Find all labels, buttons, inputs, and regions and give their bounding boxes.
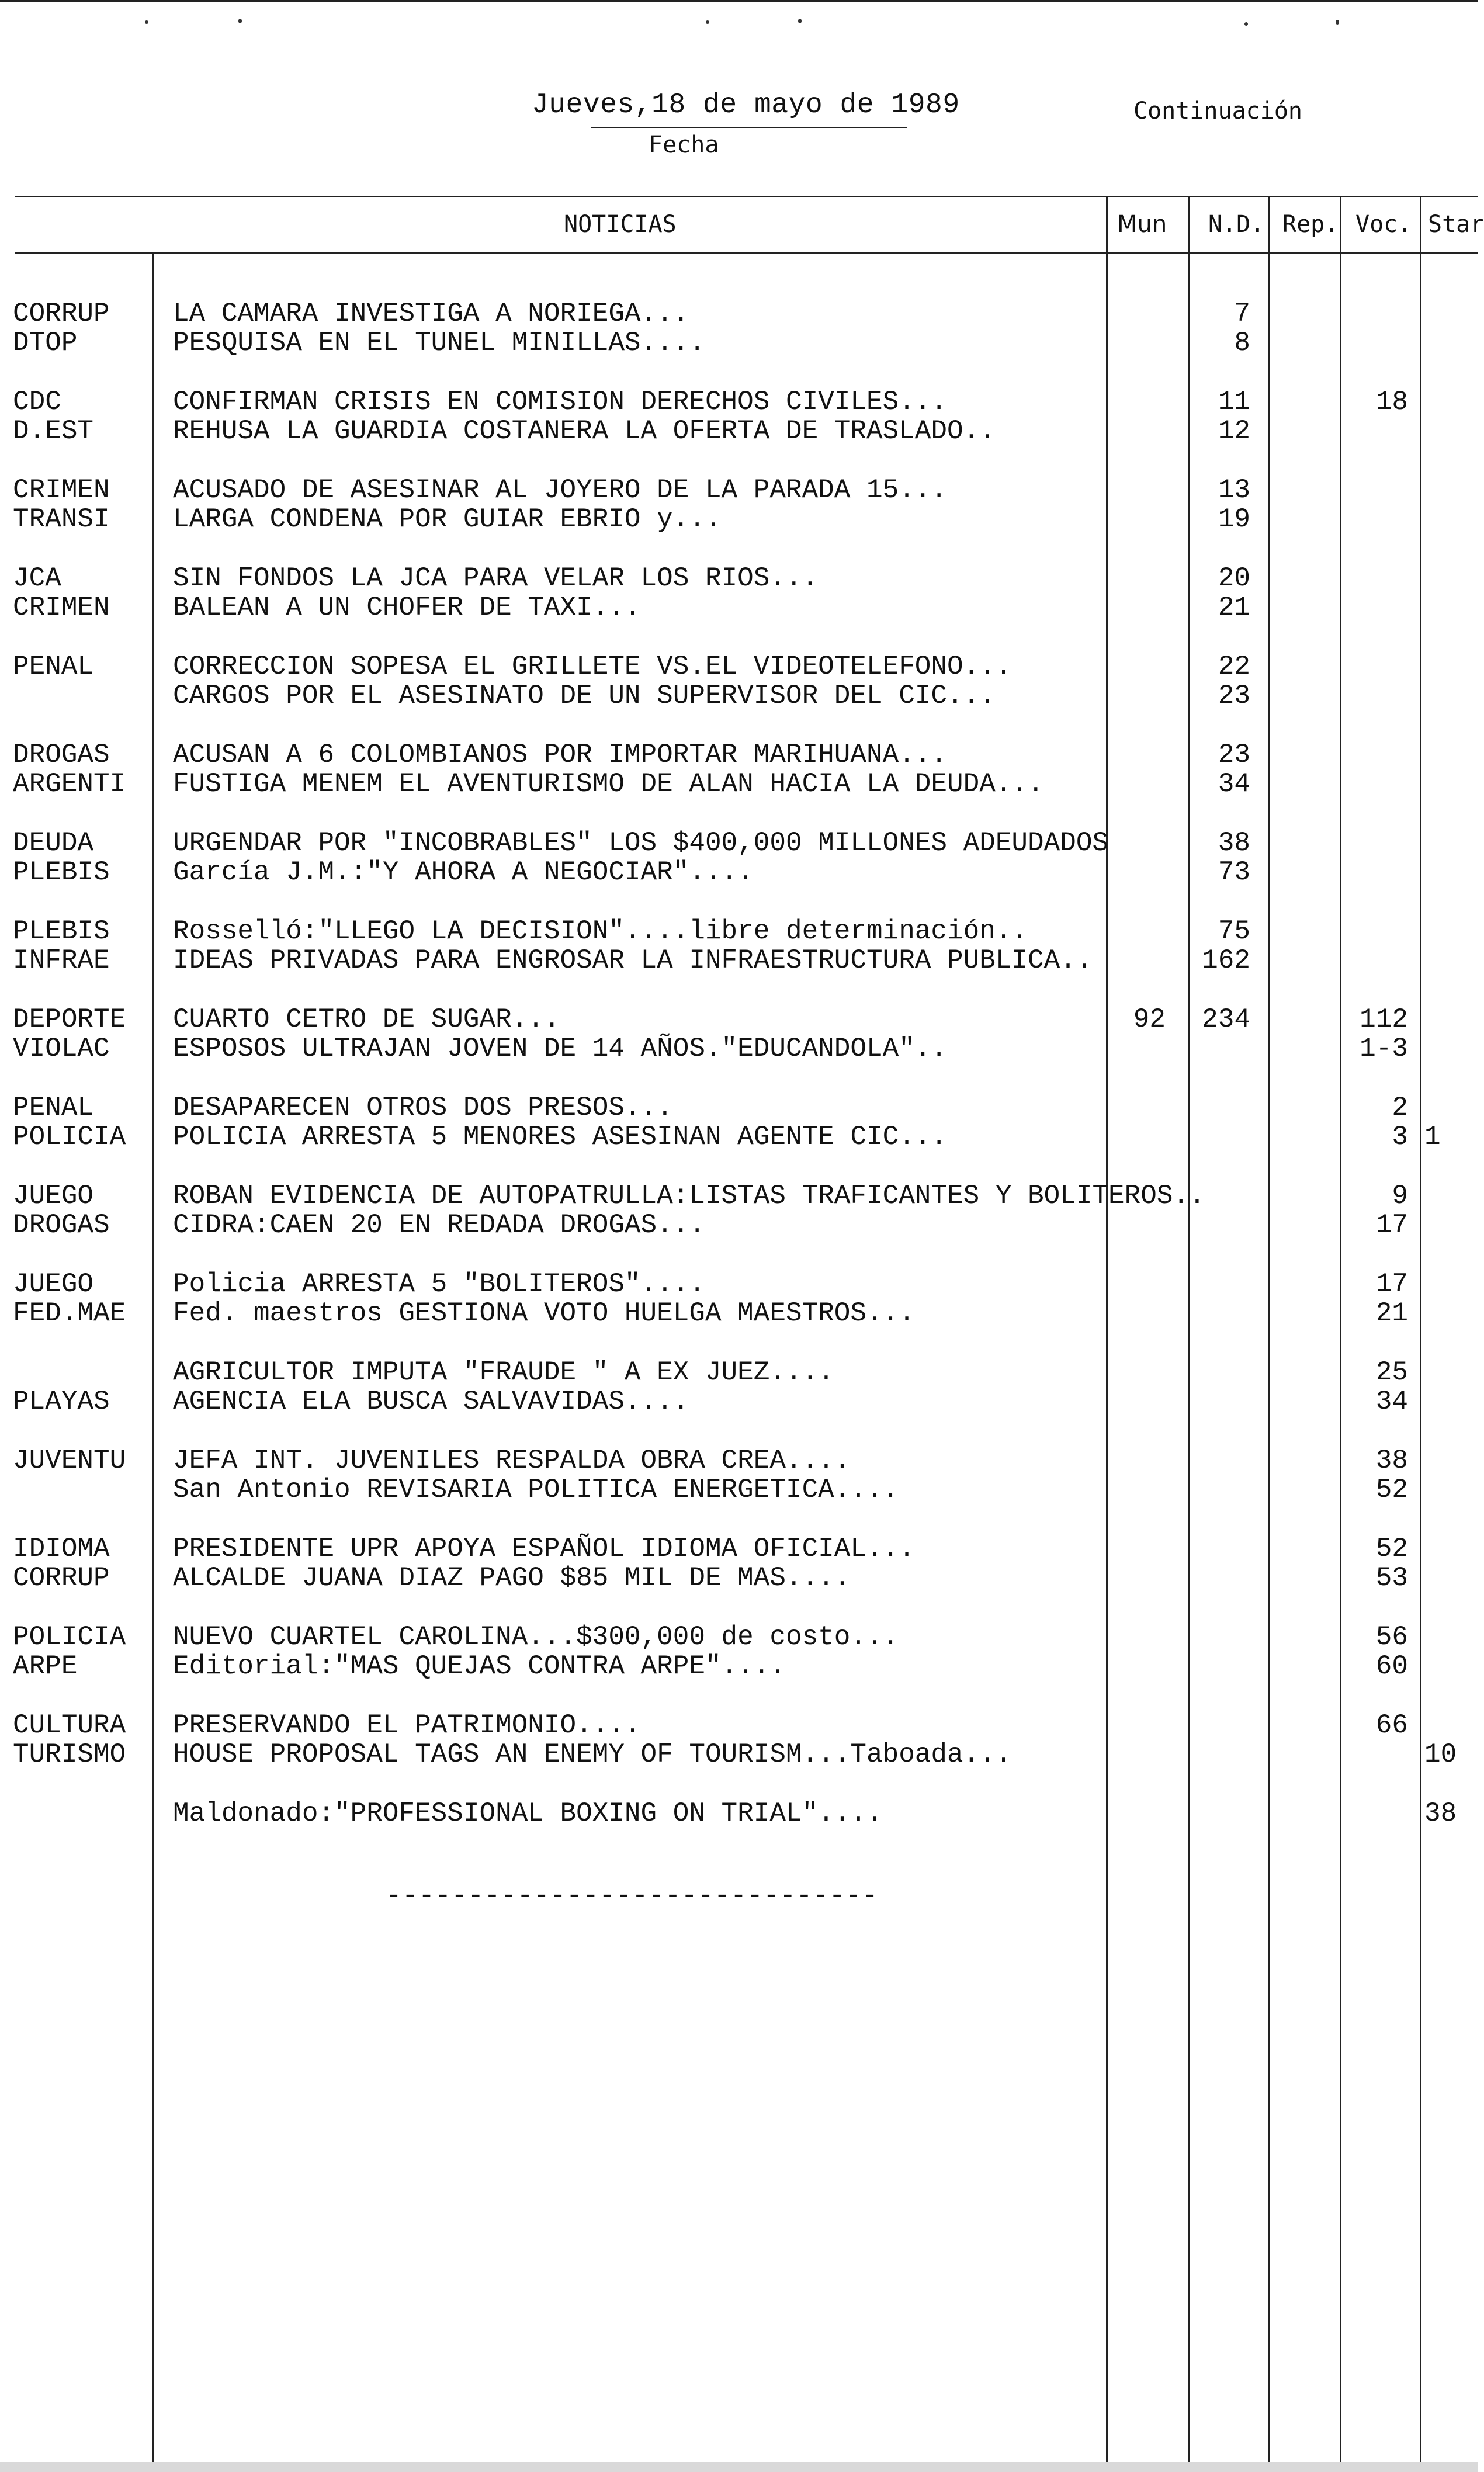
nd-value: 162 — [1202, 945, 1250, 976]
column-header-mun: Mun — [1117, 211, 1167, 238]
scan-speck — [145, 20, 148, 24]
headline: DESAPARECEN OTROS DOS PRESOS... — [173, 1093, 673, 1123]
mun-value: 92 — [1133, 1004, 1166, 1035]
headline: LARGA CONDENA POR GUIAR EBRIO y... — [173, 504, 722, 535]
headline: San Antonio REVISARIA POLITICA ENERGETICA.... — [173, 1475, 899, 1505]
voc-value: 34 — [1375, 1386, 1408, 1417]
nd-value: 19 — [1218, 504, 1250, 535]
headline: ALCALDE JUANA DIAZ PAGO $85 MIL DE MAS.... — [173, 1563, 851, 1593]
voc-value: 21 — [1375, 1298, 1408, 1329]
news-row-group — [0, 1711, 1478, 1769]
topic-code: DEPORTE — [13, 1004, 126, 1035]
nd-value: 8 — [1234, 328, 1250, 358]
voc-value: 66 — [1375, 1710, 1408, 1741]
topic-code: FED.MAE — [13, 1298, 126, 1329]
news-row-group — [0, 1358, 1478, 1416]
news-row-group — [0, 652, 1478, 710]
news-row-group — [0, 740, 1478, 799]
topic-code: D.EST — [13, 416, 94, 446]
date-underline — [591, 127, 907, 128]
headline: AGENCIA ELA BUSCA SALVAVIDAS.... — [173, 1386, 689, 1417]
voc-value: 2 — [1392, 1093, 1408, 1123]
voc-value: 38 — [1375, 1445, 1408, 1476]
headline: IDEAS PRIVADAS PARA ENGROSAR LA INFRAESTRUCTURA PUBLICA.. — [173, 945, 1093, 976]
column-header-nd: N.D. — [1208, 211, 1265, 238]
nd-column-divider — [1188, 196, 1190, 2472]
star-value: 1 — [1424, 1122, 1441, 1152]
headline: PRESIDENTE UPR APOYA ESPAÑOL IDIOMA OFICIAL... — [173, 1534, 915, 1564]
news-row-group — [0, 299, 1478, 358]
headline: ACUSADO DE ASESINAR AL JOYERO DE LA PARADA 15... — [173, 475, 948, 505]
nd-value: 22 — [1218, 651, 1250, 682]
nd-value: 7 — [1234, 299, 1250, 329]
topic-code: DROGAS — [13, 1210, 110, 1240]
topic-code: JUVENTU — [13, 1445, 126, 1476]
topic-code: PLAYAS — [13, 1386, 110, 1417]
topic-code: CRIMEN — [13, 592, 110, 623]
headline: CUARTO CETRO DE SUGAR... — [173, 1004, 560, 1035]
topic-code: ARGENTI — [13, 769, 126, 799]
topic-code: PENAL — [13, 651, 94, 682]
news-row-group — [0, 1270, 1478, 1328]
star-value: 38 — [1424, 1798, 1457, 1829]
voc-value: 1-3 — [1360, 1034, 1408, 1064]
nd-value: 21 — [1218, 592, 1250, 623]
nd-value: 73 — [1218, 857, 1250, 887]
headline: AGRICULTOR IMPUTA "FRAUDE " A EX JUEZ.... — [173, 1357, 834, 1388]
headline: PRESERVANDO EL PATRIMONIO.... — [173, 1710, 641, 1741]
news-row-group — [0, 476, 1478, 534]
topic-code: ARPE — [13, 1651, 78, 1681]
topic-code: VIOLAC — [13, 1034, 110, 1064]
topic-code: DROGAS — [13, 740, 110, 770]
headline: URGENDAR POR "INCOBRABLES" LOS $400,000 MILLONES ADEUDADOS — [173, 828, 1109, 858]
news-row-group — [0, 1622, 1478, 1681]
voc-value: 53 — [1375, 1563, 1408, 1593]
voc-value: 18 — [1375, 387, 1408, 417]
topic-code: DTOP — [13, 328, 78, 358]
voc-column-divider — [1340, 196, 1341, 2472]
headline: Rosselló:"LLEGO LA DECISION"....libre determinación.. — [173, 916, 1028, 946]
headline: REHUSA LA GUARDIA COSTANERA LA OFERTA DE TRASLADO.. — [173, 416, 996, 446]
headline: ESPOSOS ULTRAJAN JOVEN DE 14 AÑOS."EDUCANDOLA".. — [173, 1034, 948, 1064]
voc-value: 17 — [1375, 1269, 1408, 1299]
headline: CIDRA:CAEN 20 EN REDADA DROGAS... — [173, 1210, 705, 1240]
scan-speck — [706, 20, 709, 24]
headline: Maldonado:"PROFESSIONAL BOXING ON TRIAL".... — [173, 1798, 883, 1829]
news-row-group — [0, 828, 1478, 887]
date-label: Fecha — [649, 131, 719, 158]
voc-value: 52 — [1375, 1475, 1408, 1505]
topic-code: PLEBIS — [13, 916, 110, 946]
headline: NUEVO CUARTEL CAROLINA...$300,000 de costo... — [173, 1622, 899, 1652]
nd-value: 34 — [1218, 769, 1250, 799]
headline: JEFA INT. JUVENILES RESPALDA OBRA CREA.... — [173, 1445, 851, 1476]
voc-value: 60 — [1375, 1651, 1408, 1681]
topic-code: JUEGO — [13, 1181, 94, 1211]
voc-value: 9 — [1392, 1181, 1408, 1211]
nd-value: 12 — [1218, 416, 1250, 446]
headline: García J.M.:"Y AHORA A NEGOCIAR".... — [173, 857, 754, 887]
topic-code: POLICIA — [13, 1622, 126, 1652]
column-header-star: Star — [1428, 211, 1484, 238]
table-header-bottom-rule — [15, 252, 1478, 254]
voc-value: 25 — [1375, 1357, 1408, 1388]
topic-code: CORRUP — [13, 299, 110, 329]
voc-value: 56 — [1375, 1622, 1408, 1652]
column-header-noticias: NOTICIAS — [564, 211, 677, 238]
topic-code: TURISMO — [13, 1739, 126, 1770]
voc-value: 17 — [1375, 1210, 1408, 1240]
headline: PESQUISA EN EL TUNEL MINILLAS.... — [173, 328, 705, 358]
news-row-group — [0, 387, 1478, 446]
headline: CORRECCION SOPESA EL GRILLETE VS.EL VIDEOTELEFONO... — [173, 651, 1012, 682]
headline: ROBAN EVIDENCIA DE AUTOPATRULLA:LISTAS TRAFICANTES Y BOLITEROS.. — [173, 1181, 1205, 1211]
topic-code: CDC — [13, 387, 61, 417]
topic-code: INFRAE — [13, 945, 110, 976]
news-row-group — [0, 1799, 1478, 1857]
news-row-group — [0, 1446, 1478, 1504]
headline: ACUSAN A 6 COLOMBIANOS POR IMPORTAR MARIHUANA... — [173, 740, 948, 770]
headline: Editorial:"MAS QUEJAS CONTRA ARPE".... — [173, 1651, 786, 1681]
topic-code: CORRUP — [13, 1563, 110, 1593]
topic-code: DEUDA — [13, 828, 94, 858]
nd-value: 11 — [1218, 387, 1250, 417]
news-row-group — [0, 1181, 1478, 1240]
nd-value: 38 — [1218, 828, 1250, 858]
topic-code: POLICIA — [13, 1122, 126, 1152]
news-row-group — [0, 1534, 1478, 1593]
headline: CARGOS POR EL ASESINATO DE UN SUPERVISOR DEL CIC... — [173, 681, 996, 711]
scan-bottom-edge — [0, 2462, 1478, 2472]
nd-value: 20 — [1218, 563, 1250, 594]
headline: LA CAMARA INVESTIGA A NORIEGA... — [173, 299, 689, 329]
news-row-group — [0, 564, 1478, 622]
closing-dashed-rule: ------------------------------ — [386, 1881, 879, 1911]
headline: Policia ARRESTA 5 "BOLITEROS".... — [173, 1269, 705, 1299]
headline: POLICIA ARRESTA 5 MENORES ASESINAN AGENTE CIC... — [173, 1122, 948, 1152]
topic-code: PLEBIS — [13, 857, 110, 887]
nd-value: 13 — [1218, 475, 1250, 505]
nd-value: 23 — [1218, 681, 1250, 711]
scan-speck — [1244, 22, 1248, 26]
star-value: 10 — [1424, 1739, 1457, 1770]
news-row-group — [0, 917, 1478, 975]
headline: FUSTIGA MENEM EL AVENTURISMO DE ALAN HACIA LA DEUDA... — [173, 769, 1044, 799]
star-column-divider — [1420, 196, 1421, 2472]
top-border-line — [0, 0, 1478, 2]
news-row-group — [0, 1005, 1478, 1063]
voc-value: 3 — [1392, 1122, 1408, 1152]
scan-speck — [1336, 20, 1339, 25]
topic-code: JCA — [13, 563, 61, 594]
table-header-top-rule — [15, 196, 1478, 197]
topic-code: CULTURA — [13, 1710, 126, 1741]
voc-value: 112 — [1360, 1004, 1408, 1035]
nd-value: 75 — [1218, 916, 1250, 946]
voc-value: 52 — [1375, 1534, 1408, 1564]
headline: BALEAN A UN CHOFER DE TAXI... — [173, 592, 641, 623]
continuation-label: Continuación — [1133, 98, 1302, 124]
topic-code: PENAL — [13, 1093, 94, 1123]
report-date: Jueves,18 de mayo de 1989 — [532, 89, 960, 121]
headline: Fed. maestros GESTIONA VOTO HUELGA MAESTROS... — [173, 1298, 915, 1329]
headline: HOUSE PROPOSAL TAGS AN ENEMY OF TOURISM...Taboada... — [173, 1739, 1012, 1770]
headline: SIN FONDOS LA JCA PARA VELAR LOS RIOS... — [173, 563, 819, 594]
headline: CONFIRMAN CRISIS EN COMISION DERECHOS CIVILES... — [173, 387, 948, 417]
topic-code: JUEGO — [13, 1269, 94, 1299]
scan-speck — [798, 19, 802, 23]
mun-column-divider — [1106, 196, 1108, 2472]
nd-value: 23 — [1218, 740, 1250, 770]
topic-code: CRIMEN — [13, 475, 110, 505]
column-header-rep: Rep. — [1282, 211, 1339, 238]
nd-value: 234 — [1202, 1004, 1250, 1035]
scan-speck — [238, 19, 242, 23]
news-row-group — [0, 1093, 1478, 1152]
topic-code: TRANSI — [13, 504, 110, 535]
topic-code: IDIOMA — [13, 1534, 110, 1564]
rep-column-divider — [1268, 196, 1270, 2472]
column-header-voc: Voc. — [1355, 211, 1412, 238]
